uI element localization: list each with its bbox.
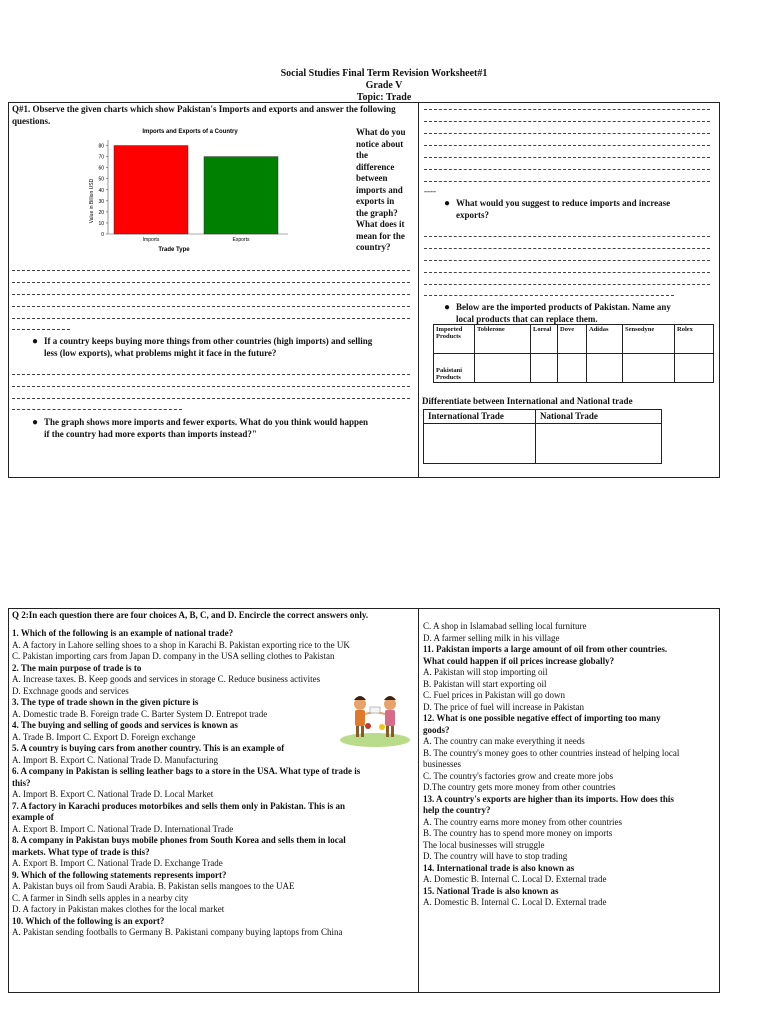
mcq-line[interactable]: A. Increase taxes. B. Keep goods and services in storage C. Reduce business activites	[12, 674, 321, 684]
product-cell: Rolex	[675, 325, 714, 354]
mcq-line[interactable]: D. Exchnage goods and services	[12, 685, 129, 696]
mcq-line[interactable]: A. The country can make everything it needs	[423, 736, 585, 746]
trade-compare-table	[423, 409, 662, 464]
chart-category-label: Imports	[142, 237, 160, 243]
mcq-right-column	[423, 621, 717, 909]
mcq-line[interactable]: D. The price of fuel will increase in Pakistan	[423, 701, 585, 712]
mcq-line[interactable]: B. Pakistan will start exporting oil	[423, 678, 547, 689]
mcq-line[interactable]: A. Export B. Import C. National Trade D. International Trade	[12, 823, 234, 834]
mcq-line: 13. A country's exports are higher than its imports. How does this	[423, 793, 674, 804]
answer-line[interactable]	[424, 295, 674, 296]
mcq-line: goods?	[423, 724, 450, 735]
mcq-line: 9. Which of the following statements represents import?	[12, 869, 227, 880]
answer-line[interactable]	[12, 374, 410, 375]
differentiate-title: Differentiate between International and National trade	[422, 396, 633, 406]
answer-line[interactable]	[424, 272, 710, 273]
trade-chart	[84, 126, 296, 258]
national-trade-header: National Trade	[536, 410, 662, 424]
answer-line[interactable]	[424, 157, 710, 158]
mcq-line[interactable]: A. Import B. Export C. National Trade D. Manufacturing	[12, 754, 218, 765]
answer-line[interactable]	[424, 169, 710, 170]
answer-line[interactable]	[12, 270, 410, 271]
mcq-line[interactable]: C. A shop in Islamabad selling local furniture	[423, 621, 587, 631]
mcq-line[interactable]: D.The country gets more money from other countries	[423, 782, 616, 792]
answer-line[interactable]	[12, 329, 70, 330]
chart-y-ticks	[98, 144, 108, 238]
international-trade-header: International Trade	[424, 410, 536, 424]
chart-y-tick-label: 10	[98, 220, 104, 227]
answer-line[interactable]	[424, 133, 710, 134]
answer-cell[interactable]	[623, 354, 675, 383]
answer-cell[interactable]	[587, 354, 623, 383]
answer-line[interactable]	[12, 318, 410, 319]
product-cell: Toblerone	[475, 325, 531, 354]
worksheet-title: Social Studies Final Term Revision Worksheet#1	[280, 68, 488, 79]
chart-y-tick-label: 50	[98, 176, 104, 183]
mcq-line: 11. Pakistan imports a large amount of oil from other countries.	[423, 644, 668, 654]
mcq-line: 8. A company in Pakistan buys mobile phones from South Korea and sells them in local	[12, 835, 346, 845]
chart-y-tick-label: 0	[101, 232, 104, 238]
mcq-line[interactable]: The local businesses will struggle	[423, 839, 545, 850]
bullet-dot: ●	[444, 302, 451, 313]
mcq-line[interactable]: businesses	[423, 759, 461, 769]
mcq-line[interactable]: A. The country earns more money from other countries	[423, 816, 623, 827]
chart-question: What do you notice about the difference between imports and exports in the graph? What does it mean for the country?	[356, 127, 406, 252]
answer-line[interactable]	[424, 260, 710, 261]
product-cell: Adidas	[587, 325, 623, 354]
chart-y-tick-label: 30	[98, 198, 104, 205]
mcq-line: 4. The buying and selling of goods and services is known as	[12, 720, 238, 730]
answer-line[interactable]	[12, 294, 410, 295]
mcq-line[interactable]: A. Domestic B. Internal C. Local D. External trade	[423, 874, 607, 884]
mcq-line: 3. The type of trade shown in the given picture is	[12, 697, 199, 707]
mcq-left-column	[12, 628, 416, 939]
products-row-header-pakistani: Pakistani Products	[434, 354, 475, 383]
mcq-line[interactable]: A. Trade B. Import C. Export D. Foreign exchange	[12, 731, 196, 742]
mcq-line: markets. What type of trade is this?	[12, 846, 150, 857]
chart-bars	[114, 146, 278, 243]
mcq-line: 1. Which of the following is an example of national trade?	[12, 628, 234, 638]
chart-y-tick-label: 80	[98, 143, 104, 150]
bullet-dot: ●	[444, 198, 451, 209]
chart-xlabel: Trade Type	[158, 247, 190, 253]
mcq-line[interactable]: B. The country has to spend more money on imports	[423, 828, 613, 838]
chart-bar-imports	[114, 146, 188, 234]
chart-category-label: Exports	[232, 237, 250, 243]
bullet-more-exports-question: ● The graph shows more imports and fewer exports. What do you think would happen if the country had more exports than imports instead?"	[32, 417, 369, 439]
mcq-line[interactable]: A. A factory in Lahore selling shoes to a shop in Karachi B. Pakistan exporting rice to the UK	[12, 639, 350, 650]
chart-y-tick-label: 20	[98, 209, 104, 216]
mcq-line: 10. Which of the following is an export?	[12, 915, 165, 926]
answer-line[interactable]	[12, 398, 410, 399]
answer-cell[interactable]	[558, 354, 587, 383]
mcq-line: help the country?	[423, 805, 491, 815]
chart-ylabel: Value in Billion USD	[89, 178, 95, 224]
answer-line[interactable]	[424, 284, 710, 285]
chart-title: Imports and Exports of a Country	[142, 129, 238, 135]
mcq-line[interactable]: D. A farmer selling milk in his village	[423, 632, 560, 643]
mcq-line[interactable]: B. The country's money goes to other countries instead of helping local	[423, 747, 680, 758]
mcq-line[interactable]: A. Pakistan will stop importing oil	[423, 667, 548, 677]
bullet-dot: ●	[32, 336, 39, 347]
mcq-line[interactable]: C. A farmer in Sindh sells apples in a nearby city	[12, 892, 189, 903]
mcq-line[interactable]: A. Pakistan sending footballs to Germany B. Pakistani company buying laptops from China	[12, 927, 343, 937]
products-table	[433, 324, 714, 383]
product-cell: Dove	[558, 325, 587, 354]
mcq-line: 12. What is one possible negative effect of importing too many	[423, 713, 661, 723]
mcq-line: 15. National Trade is also known as	[423, 885, 559, 896]
products-row-header-imported: Imported Products	[434, 325, 475, 354]
answer-line[interactable]	[424, 109, 710, 110]
bullet-suggest-question: ● What would you suggest to reduce imports and increase exports?	[444, 198, 671, 220]
mcq-line: example of	[12, 812, 54, 822]
answer-line[interactable]	[12, 282, 410, 283]
answer-cell[interactable]	[675, 354, 714, 383]
chart-y-tick-label: 40	[98, 187, 104, 194]
answer-line[interactable]	[424, 236, 710, 237]
bullet-problems-question: ● If a country keeps buying more things from other countries (high imports) and selling less (low exports), what problems might it face in the future?	[32, 336, 373, 358]
mcq-line: 7. A factory in Karachi produces motorbikes and sells them only in Pakistan. This is an	[12, 800, 345, 811]
product-cell: Loreal	[531, 325, 558, 354]
bullet-dot: ●	[32, 417, 39, 428]
answer-line[interactable]	[12, 409, 182, 410]
mcq-line[interactable]: A. Export B. Import C. National Trade D. Exchange Trade	[12, 858, 223, 868]
mcq-line[interactable]: D. A factory in Pakistan makes clothes for the local market	[12, 904, 225, 914]
mcq-line: What could happen if oil prices increase globally?	[423, 655, 615, 666]
barter-picture	[338, 686, 412, 748]
mcq-line: this?	[12, 777, 31, 788]
answer-line[interactable]	[424, 248, 710, 249]
mcq-line: 5. A country is buying cars from another country. This is an example of	[12, 743, 285, 753]
answer-cell[interactable]	[531, 354, 558, 383]
answer-line[interactable]	[424, 121, 710, 122]
mcq-line[interactable]: A. Domestic trade B. Foreign trade C. Barter System D. Entrepot trade	[12, 708, 268, 719]
bullet-products-question: ● Below are the imported products of Pakistan. Name any local products that can replace them.	[444, 302, 671, 324]
mcq-line: 6. A company in Pakistan is selling leather bags to a store in the USA. What type of trade is	[12, 766, 361, 776]
q2-intro: Q 2:In each question there are four choices A, B, C, and D. Encircle the correct answers only.	[12, 610, 369, 620]
mcq-line[interactable]: D. The country will have to stop trading	[423, 851, 568, 861]
mcq-line[interactable]: C. Fuel prices in Pakistan will go down	[423, 690, 565, 700]
answer-line[interactable]	[424, 181, 710, 182]
mcq-line[interactable]: A. Domestic B. Internal C. Local D. External trade	[423, 897, 607, 907]
mcq-line[interactable]: A. Import B. Export C. National Trade D. Local Market	[12, 789, 214, 799]
answer-cell[interactable]	[475, 354, 531, 383]
mcq-line[interactable]: C. The country's factories grow and create more jobs	[423, 770, 614, 781]
q2-column-divider	[418, 608, 419, 993]
grade-label: Grade V	[365, 80, 403, 91]
answer-line[interactable]	[424, 145, 710, 146]
answer-cell[interactable]	[536, 424, 662, 464]
answer-cell[interactable]	[424, 424, 536, 464]
mcq-line: 2. The main purpose of trade is to	[12, 662, 142, 673]
topic-label: Topic: Trade	[356, 92, 412, 103]
answer-line[interactable]	[12, 306, 410, 307]
short-dash: ----	[424, 186, 436, 196]
q1-column-divider	[418, 102, 419, 478]
product-cell: Sensodyne	[623, 325, 675, 354]
chart-bar-exports	[204, 157, 278, 234]
mcq-line[interactable]: C. Pakistan importing cars from Japan D. company in the USA selling clothes to Pakistan	[12, 651, 335, 661]
mcq-line: 14. International trade is also known as	[423, 862, 575, 873]
q1-intro: Q#1. Observe the given charts which show Pakistan's Imports and exports and answer the following questions.	[12, 104, 396, 126]
mcq-line[interactable]: A. Pakistan buys oil from Saudi Arabia. B. Pakistan sells mangoes to the UAE	[12, 881, 295, 891]
chart-y-tick-label: 60	[98, 165, 104, 172]
chart-y-tick-label: 70	[98, 154, 104, 161]
answer-line[interactable]	[12, 386, 410, 387]
